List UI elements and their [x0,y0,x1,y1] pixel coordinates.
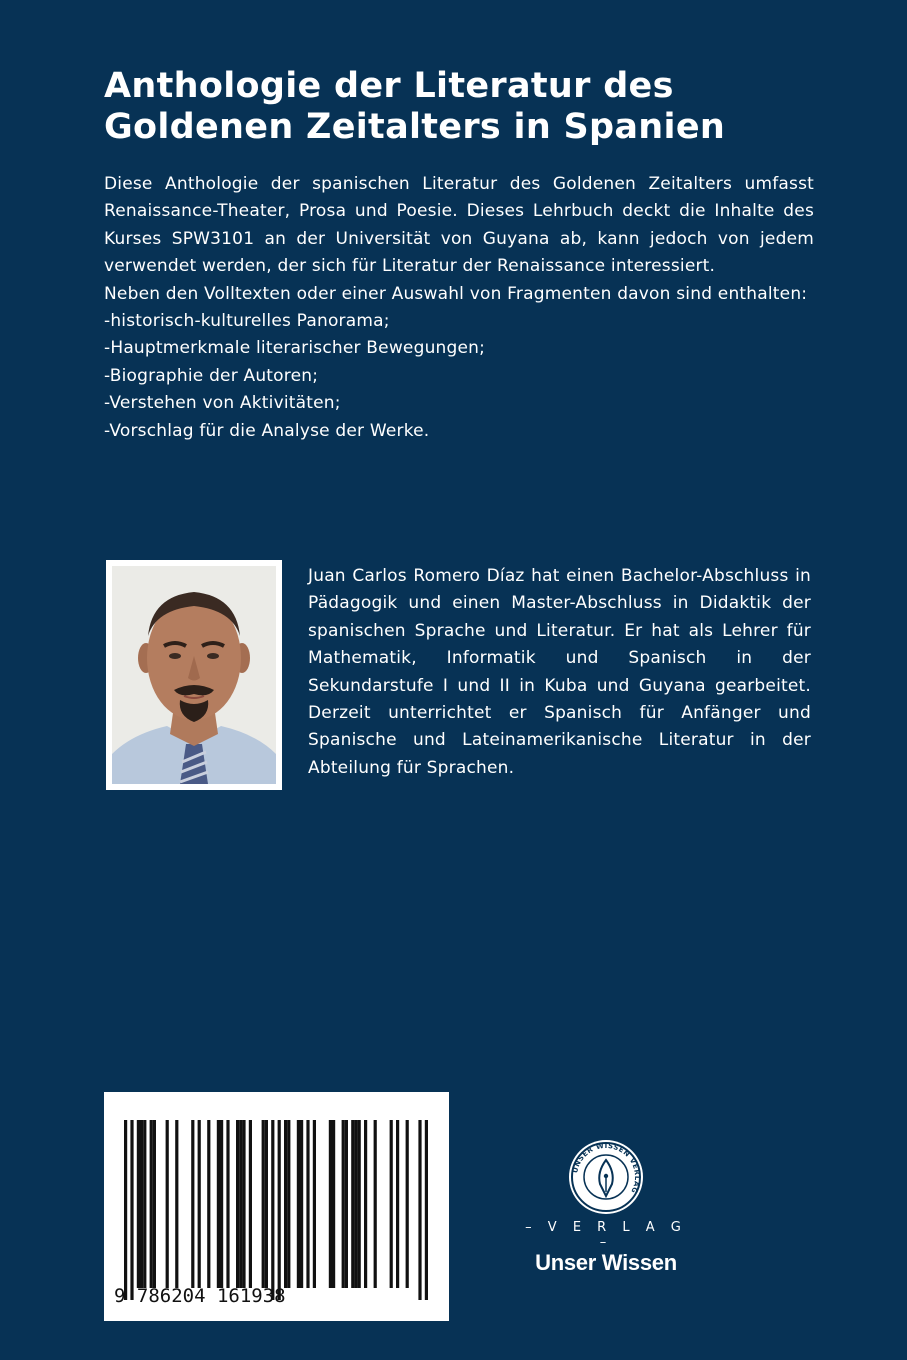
logo-ring-text: UNSER WISSEN VERLAG [571,1141,642,1195]
barcode-bar [300,1120,303,1288]
barcode-bar [220,1120,223,1288]
barcode-bar [396,1120,399,1288]
barcode-bar [239,1120,242,1288]
barcode-bar [143,1120,146,1288]
barcode-bar [329,1120,332,1288]
barcode-bar [406,1120,409,1288]
author-photo-frame [106,560,282,790]
fountain-pen-nib-icon [567,1138,645,1216]
barcode-bar [351,1120,354,1288]
barcode-bar [137,1120,140,1288]
contents-list-item: -Verstehen von Aktivitäten; [104,393,341,414]
barcode-bar [342,1120,345,1288]
publisher-name: Unser Wissen [535,1250,677,1275]
barcode-bar [217,1120,220,1288]
barcode-bar [345,1120,348,1288]
isbn-number: 9 786204 161938 [114,1285,286,1307]
barcode-bar [425,1120,428,1300]
publisher-logo [520,1138,692,1275]
author-biography: Juan Carlos Romero Díaz hat einen Bachelor-Abschluss in Pädagogik und einen Master-Abschluss in Didaktik der spanischen Sprache und Literatur. Er hat als Lehrer für Mathematik, Informatik und Spanisch in der Sekundarstufe I und II in Kuba und Guyana gearbeitet. Derzeit unterrichtet er Spanisch für Anfänger und Spanische und Lateinamerikanische Literatur in der Abteilung für Sprachen. [308,566,811,778]
barcode-bar [236,1120,239,1288]
barcode-bar [287,1120,290,1288]
barcode-bar [175,1120,178,1288]
publisher-verlag-label: – V E R L A G – [525,1220,687,1250]
barcode-bar [358,1120,361,1288]
contents-list-item: -Vorschlag für die Analyse der Werke. [104,420,430,441]
barcode-bar [242,1120,245,1288]
barcode-bar [249,1120,252,1288]
barcode-bar [226,1120,229,1288]
barcode-bar [390,1120,393,1288]
barcode-bar [364,1120,367,1288]
barcode-bar [191,1120,194,1288]
barcode-bar [313,1120,316,1288]
barcode-bar [284,1120,287,1288]
barcode-bar [207,1120,210,1288]
book-title [104,66,824,148]
isbn-barcode [104,1092,449,1321]
barcode-bar [354,1120,357,1288]
barcode-bar [166,1120,169,1288]
contents-list-item: -Hauptmerkmale literarischer Bewegungen; [104,338,486,359]
barcode-bar [332,1120,335,1288]
barcode-bar [271,1120,274,1300]
description-paragraph-1: Diese Anthologie der spanischen Literatur des Goldenen Zeitalters umfasst Renaissance-Theater, Prosa und Poesie. Dieses Lehrbuch deckt die Inhalte des Kurses SPW3101 an der Universität von Guyana ab, kann jedoch von jedem verwendet werden, der sich für Literatur der Renaissance interessiert. [104,174,814,277]
barcode-bar [153,1120,156,1288]
barcode-bar [265,1120,268,1288]
barcode-bar [418,1120,421,1300]
book-description [104,171,814,445]
barcode-bar [198,1120,201,1288]
barcode-bar [306,1120,309,1288]
barcode-bar [278,1120,281,1300]
contents-list-item: -Biographie der Autoren; [104,365,319,386]
barcode-bar [374,1120,377,1288]
author-portrait-image [112,566,276,784]
book-title-line-1: Anthologie der Literatur des [104,66,674,106]
barcode-bar [297,1120,300,1288]
barcode-bar [262,1120,265,1288]
book-title-line-2: Goldenen Zeitalters in Spanien [104,107,726,147]
barcode-bar [124,1120,127,1300]
barcode-bar [140,1120,143,1288]
barcode-bar [150,1120,153,1288]
contents-list-item: -historisch-kulturelles Panorama; [104,311,390,332]
author-photo [112,566,276,784]
barcode-bar [130,1120,133,1300]
description-paragraph-2: Neben den Volltexten oder einer Auswahl von Fragmenten davon sind enthalten: [104,283,808,304]
